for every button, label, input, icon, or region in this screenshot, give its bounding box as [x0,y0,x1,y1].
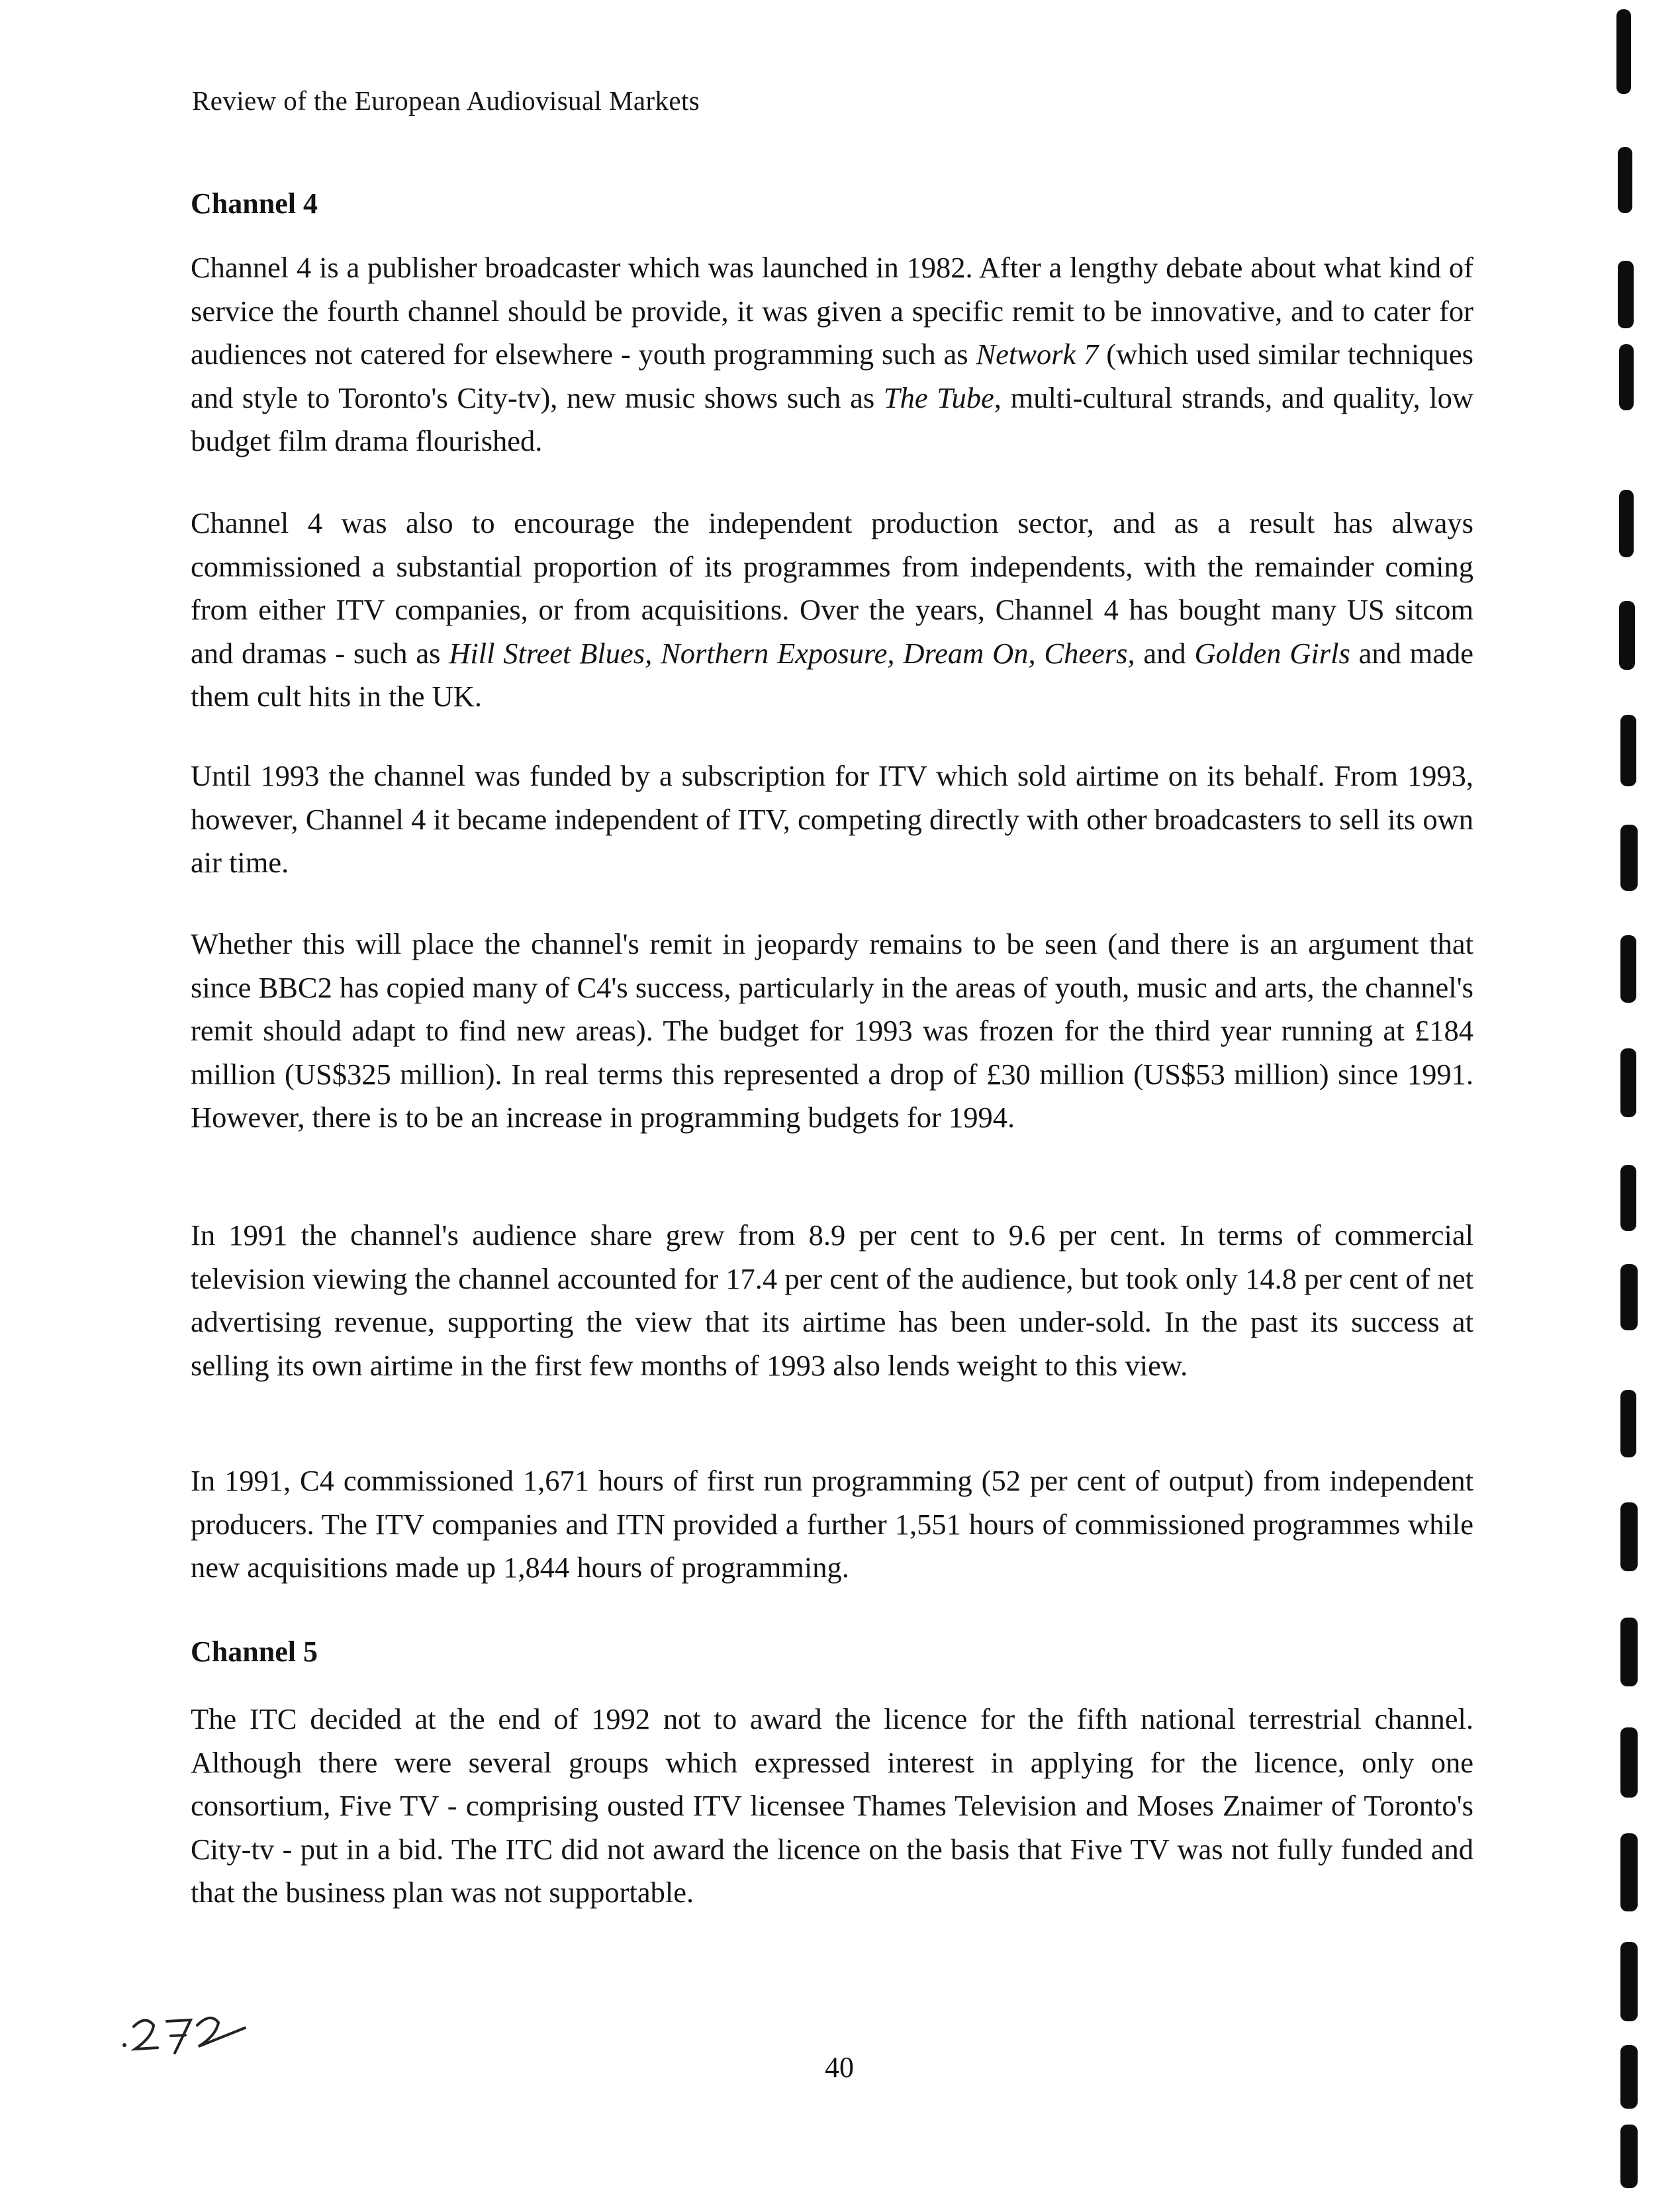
binding-holes [1614,0,1680,2198]
programme-title: Network 7 [976,338,1099,371]
paragraph: In 1991 the channel's audience share grew from 8.9 per cent to 9.6 per cent. In terms of commercial television viewing the channel accounted for 17.4 per cent of the audience, but took only 14.8 per cent of net advertising revenue, supporting the view that its airtime has been under-sold. In the past its success at selling its own airtime in the first few months of 1993 also lends weight to this view. [191,1218,1473,1382]
paragraph: The ITC decided at the end of 1992 not to award the licence for the fifth national terrestrial channel. Although there were several groups which expressed interest in applying for the licence, only one consortium, Five TV - comprising ousted ITV licensee Thames Television and Moses Znaimer of Toronto's City-tv - put in a bid. The ITC did not award the licence on the basis that Five TV was not fully funded and that the business plan was not supportable. [191,1702,1473,1909]
programme-title: The Tube [883,381,994,414]
paragraph: In 1991, C4 commissioned 1,671 hours of first run programming (52 per cent of output) from independent producers. The ITV companies and ITN provided a further 1,551 hours of commissioned programmes while new acquisitions made up 1,844 hours of programming. [191,1464,1473,1584]
paragraph: Channel 4 is a publisher broadcaster which was launched in 1982. After a lengthy debate about what kind of service the fourth channel should be provide, it was given a specific remit to be innovative, and to cater for audiences not catered for elsewhere - youth programming such as Network 7 (which used similar techniques and style to Toronto's City-tv), new music shows such as The Tube, multi-cultural strands, and quality, low budget film drama flourished. [191,251,1473,457]
handwritten-folio-number [119,1999,318,2072]
paragraph: Whether this will place the channel's remit in jeopardy remains to be seen (and there is an argument that since BBC2 has copied many of C4's success, particularly in the areas of youth, music and arts, the channel's remit should adapt to find new areas). The budget for 1993 was frozen for the third year running at £184 million (US$325 million). In real terms this represented a drop of £30 million (US$53 million) since 1991. However, there is to be an increase in programming budgets for 1994. [191,927,1473,1134]
page-number: 40 [825,2051,854,2084]
paragraph: Until 1993 the channel was funded by a subscription for ITV which sold airtime on its behalf. From 1993, however, Channel 4 it became independent of ITV, competing directly with other broadcasters to sell its own air time. [191,759,1473,879]
programme-title: Hill Street Blues, Northern Exposure, Dream On, Cheers, [449,636,1135,670]
paragraph: Channel 4 was also to encourage the independent production sector, and as a result has always commissioned a substantial proportion of its programmes from independents, with the remainder coming from either ITV companies, or from acquisitions. Over the years, Channel 4 has bought many US sitcom and dramas - such as Hill Street Blues, Northern Exposure, Dream On, Cheers, and Golden Girls and made them cult hits in the UK. [191,506,1473,713]
section-heading-channel-5: Channel 5 [191,1635,318,1668]
section-heading-channel-4: Channel 4 [191,187,318,220]
programme-title: Golden Girls [1194,636,1350,670]
running-header: Review of the European Audiovisual Markets [192,85,700,116]
